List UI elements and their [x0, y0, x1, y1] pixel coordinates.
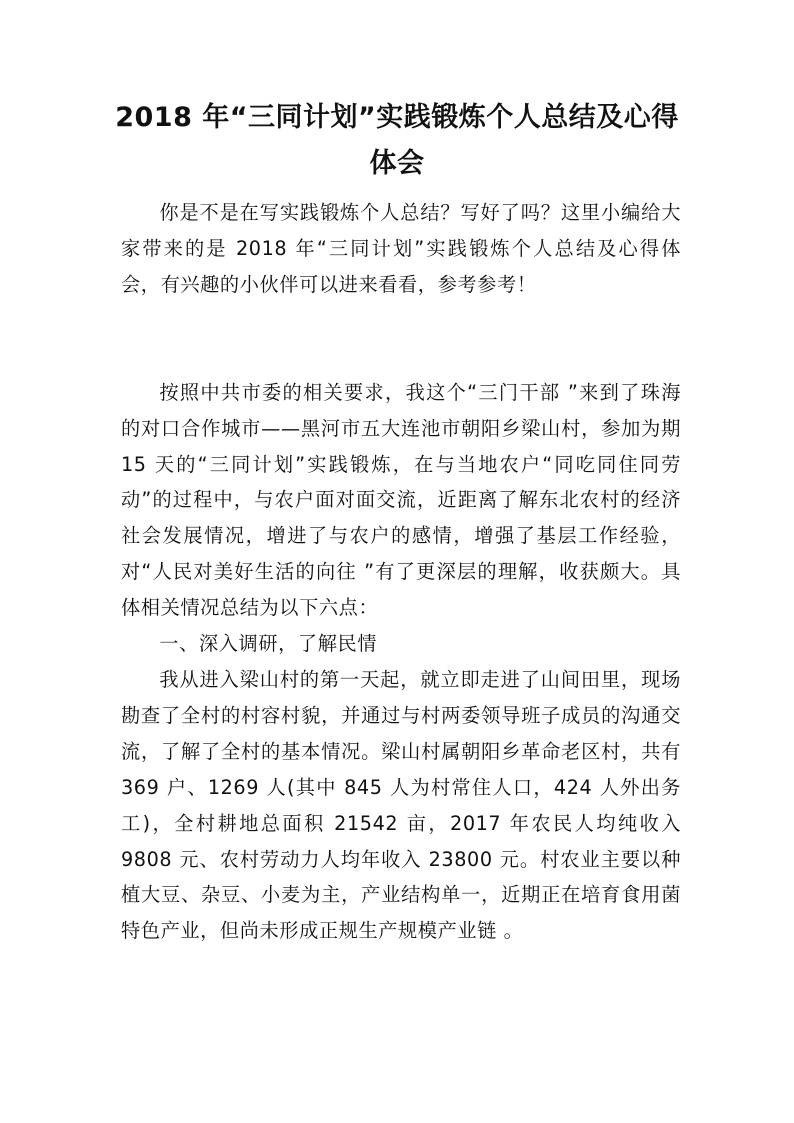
body-paragraph-1: 按照中共市委的相关要求，我这个“三门干部 ”来到了珠海的对口合作城市——黑河市五大连池市朝阳乡梁山村，参加为期 15 天的“三同计划”实践锻炼，在与当地农户“同吃同住同劳动”的过程中，与农户面对面交流，近距离了解东北农村的经济社会发展情况，增进了与农户的感情，增强了基层工作经验，对“人民对美好生活的向往 ”有了更深层的理解，收获颇大。具体相关情况总结为以下六点： — [121, 380, 681, 620]
paragraph-spacer — [121, 303, 681, 375]
document-title: 2018 年“三同计划”实践锻炼个人总结及心得体会 — [115, 102, 679, 179]
intro-paragraph: 你是不是在写实践锻炼个人总结？写好了吗？这里小编给大家带来的是 2018 年“三同计划”实践锻炼个人总结及心得体会，有兴趣的小伙伴可以进来看看，参考参考！ — [121, 201, 681, 296]
body-paragraph-2: 我从进入梁山村的第一天起，就立即走进了山间田里，现场勘查了全村的村容村貌，并通过与村两委领导班子成员的沟通交流，了解了全村的基本情况。梁山村属朝阳乡革命老区村，共有 369 户、1269 人(其中 845 人为村常住人口，424 人外出务工)，全村耕地总面积 21542 亩，2017 年农民人均纯收入 9808 元、农村劳动力人均年收入 23800 元。村农业主要以种植大豆、杂豆、小麦为主，产业结构单一，近期正在培育食用菌特色产业，但尚未形成正规生产规模产业链 。 — [121, 667, 681, 943]
section-heading-1: 一、深入调研，了解民情 — [159, 632, 378, 656]
document-body — [121, 195, 681, 949]
